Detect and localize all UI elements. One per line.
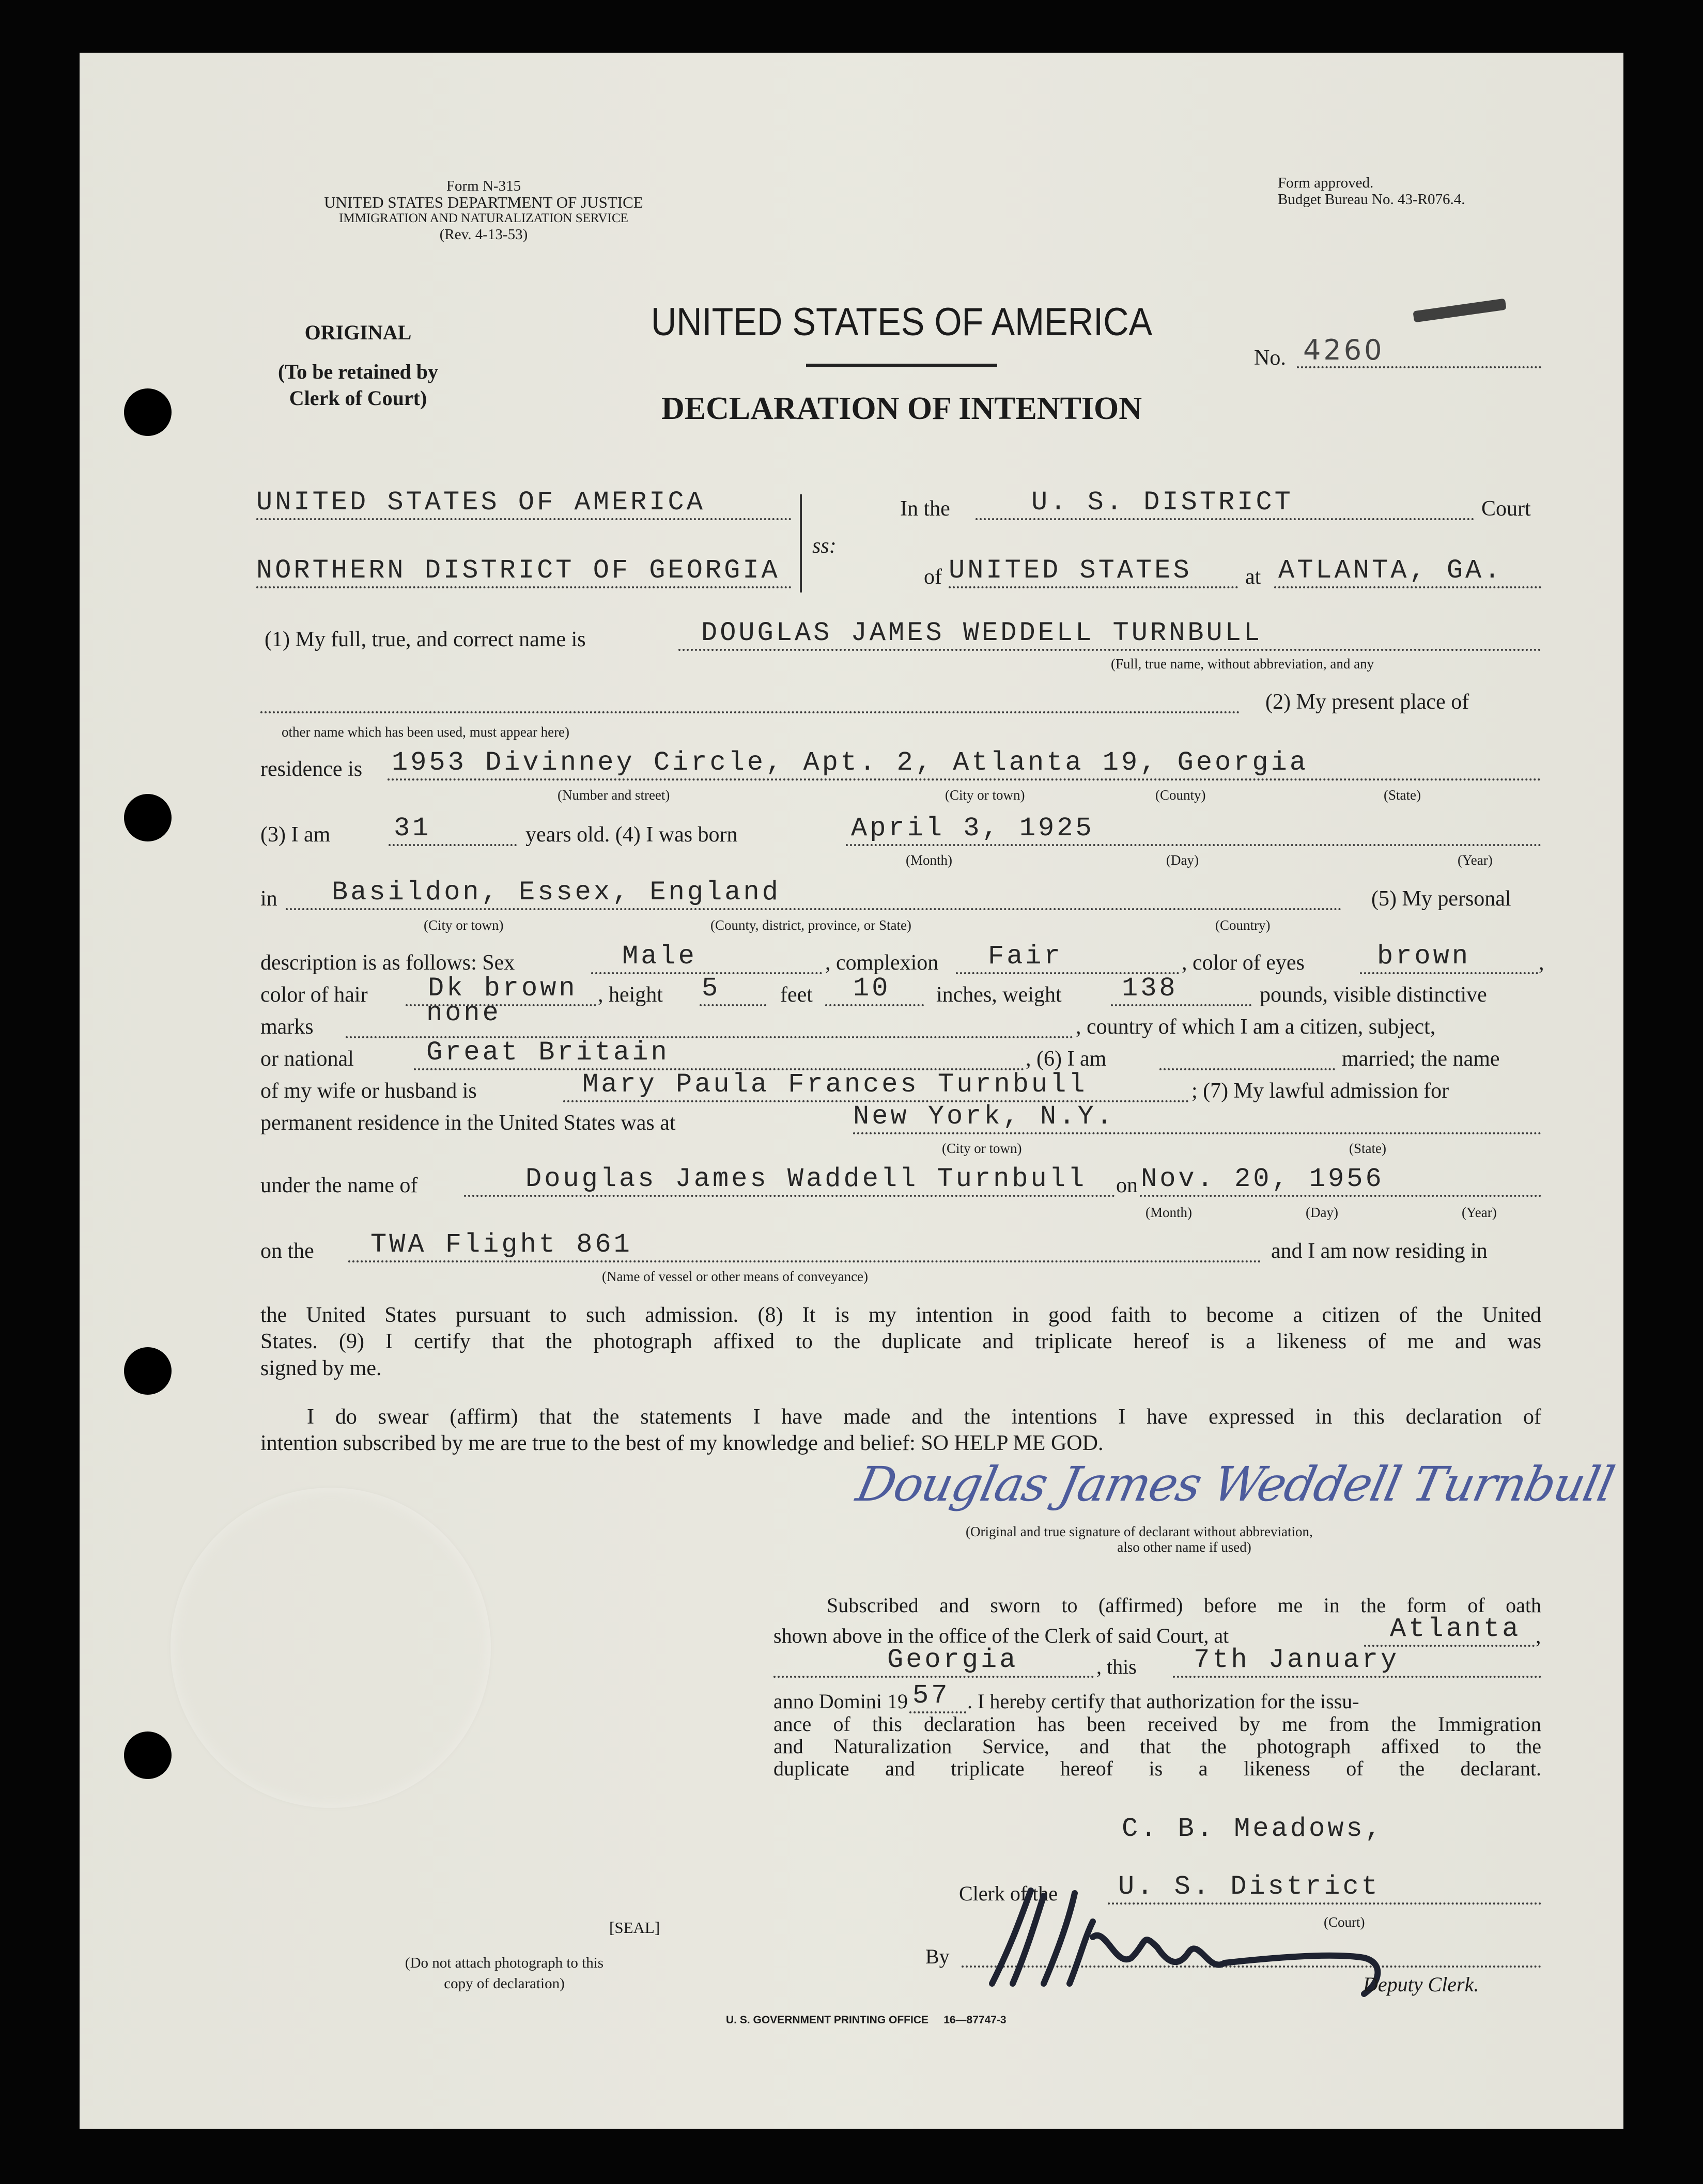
in-the-label: In the (900, 497, 950, 521)
punch-hole (124, 388, 172, 436)
caption: (State) (1349, 1141, 1386, 1156)
copy-note: (To be retained by (277, 360, 439, 383)
under-name-field: Douglas James Waddell Turnbull (464, 1164, 1115, 1197)
anno-label: anno Domini 19 (773, 1690, 908, 1713)
jurat-line: . I hereby certify that authorization for the issu- (967, 1690, 1359, 1713)
number-label: No. (1254, 346, 1286, 370)
number-field: 4260 (1297, 335, 1541, 368)
punch-hole (124, 794, 172, 841)
venue-district-field: NORTHERN DISTRICT OF GEORGIA (256, 555, 792, 588)
admission-place-label: permanent residence in the United States was at (260, 1111, 676, 1135)
court-caption: (Court) (1324, 1914, 1365, 1930)
sex-field: Male (591, 941, 822, 974)
weight-field: 138 (1111, 973, 1251, 1006)
caption: (City or town) (424, 917, 504, 933)
in-label: in (260, 887, 277, 911)
weight-label: inches, weight (936, 983, 1062, 1007)
declarant-signature: Douglas James Weddell Turnbull (852, 1457, 1618, 1512)
residing-label: and I am now residing in (1271, 1239, 1488, 1263)
under-name-label: under the name of (260, 1174, 418, 1197)
court-label: Court (1481, 497, 1531, 521)
on-label: on (1116, 1174, 1138, 1197)
name-caption: (Full, true name, without abbreviation, and any (1111, 656, 1374, 672)
hair-label: color of hair (260, 983, 368, 1007)
personal-label: (5) My personal (1371, 887, 1511, 911)
age-field: 31 (389, 813, 517, 846)
caption: (Day) (1166, 852, 1199, 868)
caption: (County) (1155, 787, 1206, 803)
country-label: , country of which I am a citizen, subject, (1076, 1015, 1436, 1039)
form-number: Form N-315 (446, 178, 521, 194)
caption: (Number and street) (558, 787, 670, 803)
photo-note: copy of declaration) (444, 1975, 565, 1992)
oath-line: I do swear (affirm) that the statements I have made and the intentions I have expressed in this declaration of (307, 1405, 1541, 1429)
deputy-label: Deputy Clerk. (1363, 1973, 1479, 1996)
title-rule (806, 364, 997, 367)
name-label: (1) My full, true, and correct name is (265, 628, 586, 651)
service: IMMIGRATION AND NATURALIZATION SERVICE (339, 211, 628, 225)
printing-office: U. S. GOVERNMENT PRINTING OFFICE 16—87747-3 (726, 2014, 1007, 2026)
admission-date-field: Nov. 20, 1956 (1140, 1164, 1541, 1197)
admission-place-field: New York, N.Y. (853, 1101, 1541, 1134)
caption: (Country) (1215, 917, 1271, 933)
revision: (Rev. 4-13-53) (439, 226, 528, 243)
seal-label: [SEAL] (609, 1918, 660, 1937)
nationality-field: Great Britain (414, 1037, 1024, 1070)
marks-label: marks (260, 1015, 314, 1039)
signature-caption: also other name if used) (1117, 1539, 1251, 1555)
jurat-line: ance of this declaration has been received by me from the Immigration (773, 1712, 1541, 1736)
at-field: ATLANTA, GA. (1274, 555, 1541, 588)
married-suffix: married; the name (1342, 1047, 1500, 1071)
jurat-city-field: Atlanta (1364, 1614, 1535, 1647)
sex-label: description is as follows: Sex (260, 951, 515, 975)
caption: (County, district, province, or State) (710, 917, 911, 933)
marks-field: none (346, 1005, 1073, 1038)
page-subtitle: DECLARATION OF INTENTION (661, 391, 1142, 426)
residence-label: residence is (260, 757, 363, 781)
ss-label: ss: (812, 534, 837, 558)
copy-label: ORIGINAL (304, 321, 412, 344)
budget-bureau: Budget Bureau No. 43-R076.4. (1278, 191, 1465, 208)
caption: (Year) (1458, 852, 1493, 868)
name-field: DOUGLAS JAMES WEDDELL TURNBULL (678, 618, 1541, 651)
clerk-court-field: U. S. District (1108, 1871, 1541, 1905)
height-inches-field: 10 (825, 973, 924, 1006)
statement-line: signed by me. (260, 1356, 382, 1380)
jurat-line: duplicate and triplicate hereof is a likeness of the declarant. (773, 1757, 1541, 1780)
comma: , (1539, 951, 1544, 975)
clerk-name: C. B. Meadows, (1122, 1814, 1384, 1844)
jurat-line: Subscribed and sworn to (affirmed) before me in the form of oath (827, 1594, 1541, 1617)
department: UNITED STATES DEPARTMENT OF JUSTICE (324, 193, 643, 211)
hair-field: Dk brown (406, 973, 596, 1006)
vessel-caption: (Name of vessel or other means of conveyance) (602, 1269, 869, 1284)
complexion-field: Fair (956, 941, 1179, 974)
married-label: , (6) I am (1026, 1047, 1107, 1071)
born-label: years old. (4) I was born (525, 823, 738, 847)
embossed-seal (171, 1488, 491, 1808)
jurat-line: shown above in the office of the Clerk of said Court, at (773, 1624, 1229, 1647)
other-name-caption: other name which has been used, must appear here) (282, 724, 570, 740)
caption: (Month) (906, 852, 952, 868)
vessel-field: TWA Flight 861 (348, 1229, 1261, 1262)
jurat-line: and Naturalization Service, and that the photograph affixed to the (773, 1735, 1541, 1758)
height-feet-field: 5 (700, 973, 766, 1006)
venue-country-field: UNITED STATES OF AMERICA (256, 487, 792, 520)
venue-bracket (796, 494, 802, 592)
on-the-label: on the (260, 1239, 314, 1263)
photo-note: (Do not attach photograph to this (405, 1955, 604, 1971)
statement-line: States. (9) I certify that the photograph affixed to the duplicate and triplicate hereof is a likeness of me and was (260, 1330, 1541, 1353)
this-label: , this (1096, 1655, 1137, 1678)
by-label: By (925, 1945, 950, 1968)
caption: (Year) (1462, 1205, 1497, 1220)
pounds-label: pounds, visible distinctive (1260, 983, 1487, 1007)
copy-note: Clerk of Court) (289, 386, 427, 410)
birth-date-field: April 3, 1925 (846, 813, 1541, 846)
clerk-label: Clerk of the (959, 1882, 1058, 1905)
oath-line: intention subscribed by me are true to the best of my knowledge and belief: SO HELP ME GOD. (260, 1431, 1104, 1455)
punch-hole (124, 1347, 172, 1395)
birthplace-field: Basildon, Essex, England (286, 877, 1342, 910)
other-name-field (260, 680, 1240, 713)
spouse-label: of my wife or husband is (260, 1079, 477, 1103)
admission-label: ; (7) My lawful admission for (1191, 1079, 1449, 1103)
caption: (Day) (1306, 1205, 1338, 1220)
caption: (City or town) (945, 787, 1025, 803)
caption: (State) (1384, 787, 1421, 803)
eyes-field: brown (1360, 941, 1538, 974)
court-field: U. S. DISTRICT (976, 487, 1474, 520)
feet-label: feet (780, 983, 813, 1007)
jurat-state-field: Georgia (773, 1645, 1094, 1678)
height-label: , height (598, 983, 663, 1007)
complexion-label: , complexion (825, 951, 939, 975)
residence-intro: (2) My present place of (1265, 690, 1469, 714)
comma: , (1536, 1625, 1541, 1648)
statement-line: the United States pursuant to such admission. (8) It is my intention in good faith to become a citizen of the United (260, 1303, 1541, 1327)
spouse-field: Mary Paula Frances Turnbull (563, 1069, 1189, 1102)
of-field: UNITED STATES (949, 555, 1238, 588)
caption: (City or town) (942, 1141, 1022, 1156)
punch-hole (124, 1731, 172, 1779)
caption: (Month) (1145, 1205, 1192, 1220)
eyes-label: , color of eyes (1182, 951, 1305, 975)
jurat-year-field: 57 (909, 1680, 966, 1713)
form-approved: Form approved. (1278, 175, 1374, 191)
signature-caption: (Original and true signature of declarant without abbreviation, (966, 1524, 1313, 1539)
residence-field: 1953 Divinney Circle, Apt. 2, Atlanta 19, Georgia (388, 747, 1541, 781)
jurat-date-field: 7th January (1173, 1645, 1541, 1678)
of-label: of (924, 565, 942, 589)
national-label: or national (260, 1047, 354, 1071)
at-label: at (1245, 565, 1261, 589)
married-field (1159, 1037, 1335, 1070)
page-title: UNITED STATES OF AMERICA (651, 300, 1153, 344)
age-label: (3) I am (260, 823, 331, 847)
